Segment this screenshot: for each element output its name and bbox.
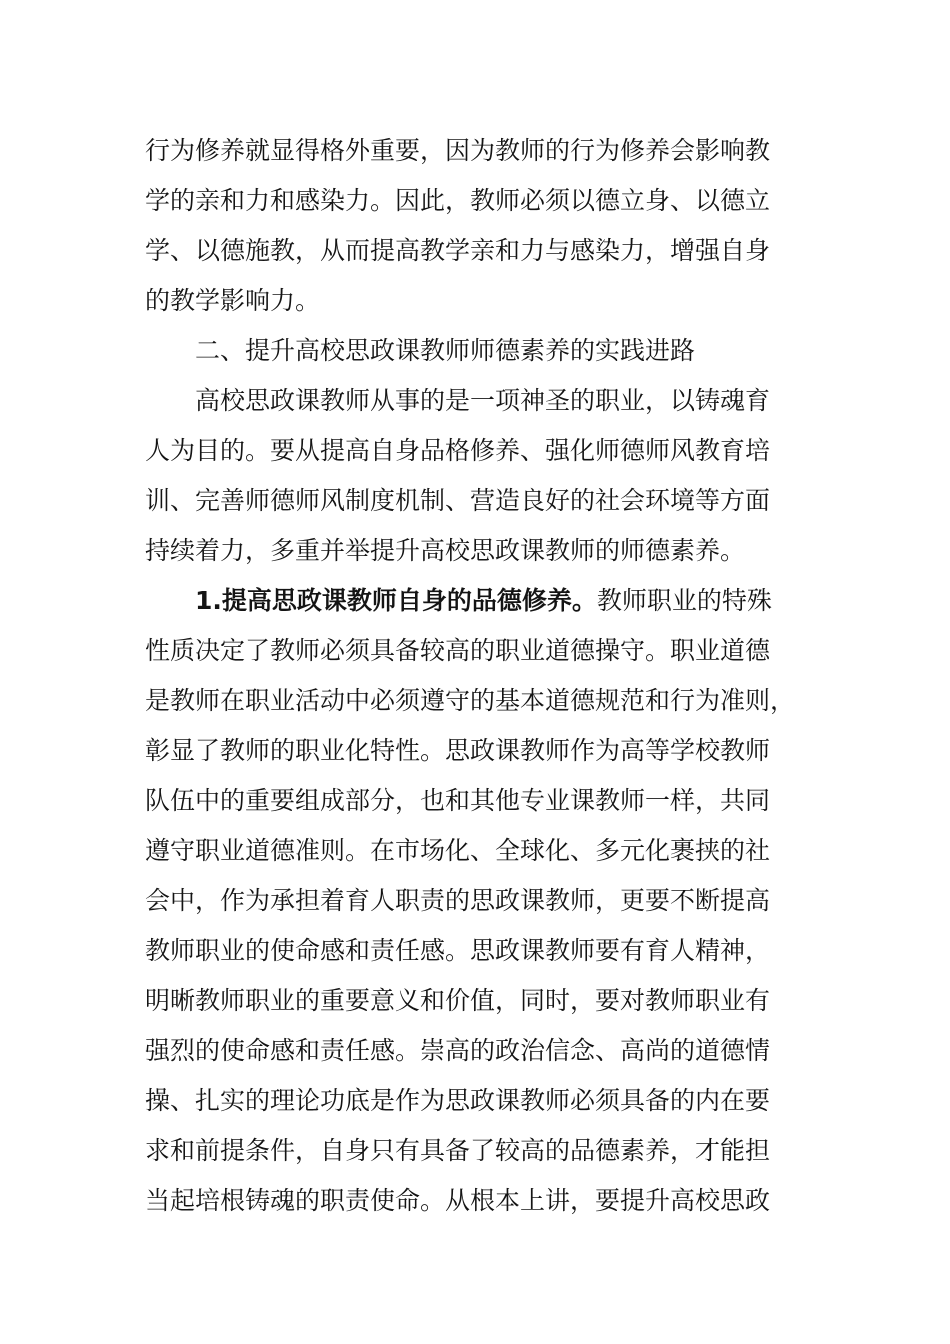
text-line: 行为修养就显得格外重要，因为教师的行为修养会影响教 (145, 136, 771, 165)
intro-paragraph (145, 126, 805, 326)
section-intro-paragraph (145, 376, 805, 576)
text-line: 是教师在职业活动中必须遵守的基本道德规范和行为准则， (145, 686, 796, 715)
text-line: 操、扎实的理论功底是作为思政课教师必须具备的内在要 (145, 1086, 771, 1115)
text-line: 教师职业的使命感和责任感。思政课教师要有育人精神， (145, 936, 771, 965)
text-line: 学的亲和力和感染力。因此，教师必须以德立身、以德立 (145, 186, 771, 215)
text-line: 高校思政课教师从事的是一项神圣的职业，以铸魂育 (195, 386, 771, 415)
text-line: 的教学影响力。 (145, 286, 321, 315)
text-line: 人为目的。要从提高自身品格修养、强化师德师风教育培 (145, 436, 771, 465)
text-line: 学、以德施教，从而提高教学亲和力与感染力，增强自身 (145, 236, 771, 265)
text-line: 队伍中的重要组成部分，也和其他专业课教师一样，共同 (145, 786, 771, 815)
subsection-title: 1.提高思政课教师自身的品德修养。 (195, 586, 597, 615)
text-line: 会中，作为承担着育人职责的思政课教师，更要不断提高 (145, 886, 771, 915)
text-line: 强烈的使命感和责任感。崇高的政治信念、高尚的道德情 (145, 1036, 771, 1065)
text-line: 当起培根铸魂的职责使命。从根本上讲，要提升高校思政 (145, 1186, 771, 1215)
subsection-first-line (145, 576, 805, 626)
text-line: 明晰教师职业的重要意义和价值，同时，要对教师职业有 (145, 986, 771, 1015)
text-line: 性质决定了教师必须具备较高的职业道德操守。职业道德 (145, 636, 771, 665)
subsection-first-line-text: 教师职业的特殊 (596, 586, 772, 615)
text-line: 求和前提条件，自身只有具备了较高的品德素养，才能担 (145, 1136, 771, 1165)
text-line: 训、完善师德师风制度机制、营造良好的社会环境等方面 (145, 486, 771, 515)
document-body (145, 126, 805, 1226)
text-line: 遵守职业道德准则。在市场化、全球化、多元化裹挟的社 (145, 836, 771, 865)
text-line: 彰显了教师的职业化特性。思政课教师作为高等学校教师 (145, 736, 771, 765)
subsection-paragraph (145, 576, 805, 1226)
section-heading: 二、提升高校思政课教师师德素养的实践进路 (195, 336, 696, 365)
text-line: 持续着力，多重并举提升高校思政课教师的师德素养。 (145, 536, 746, 565)
